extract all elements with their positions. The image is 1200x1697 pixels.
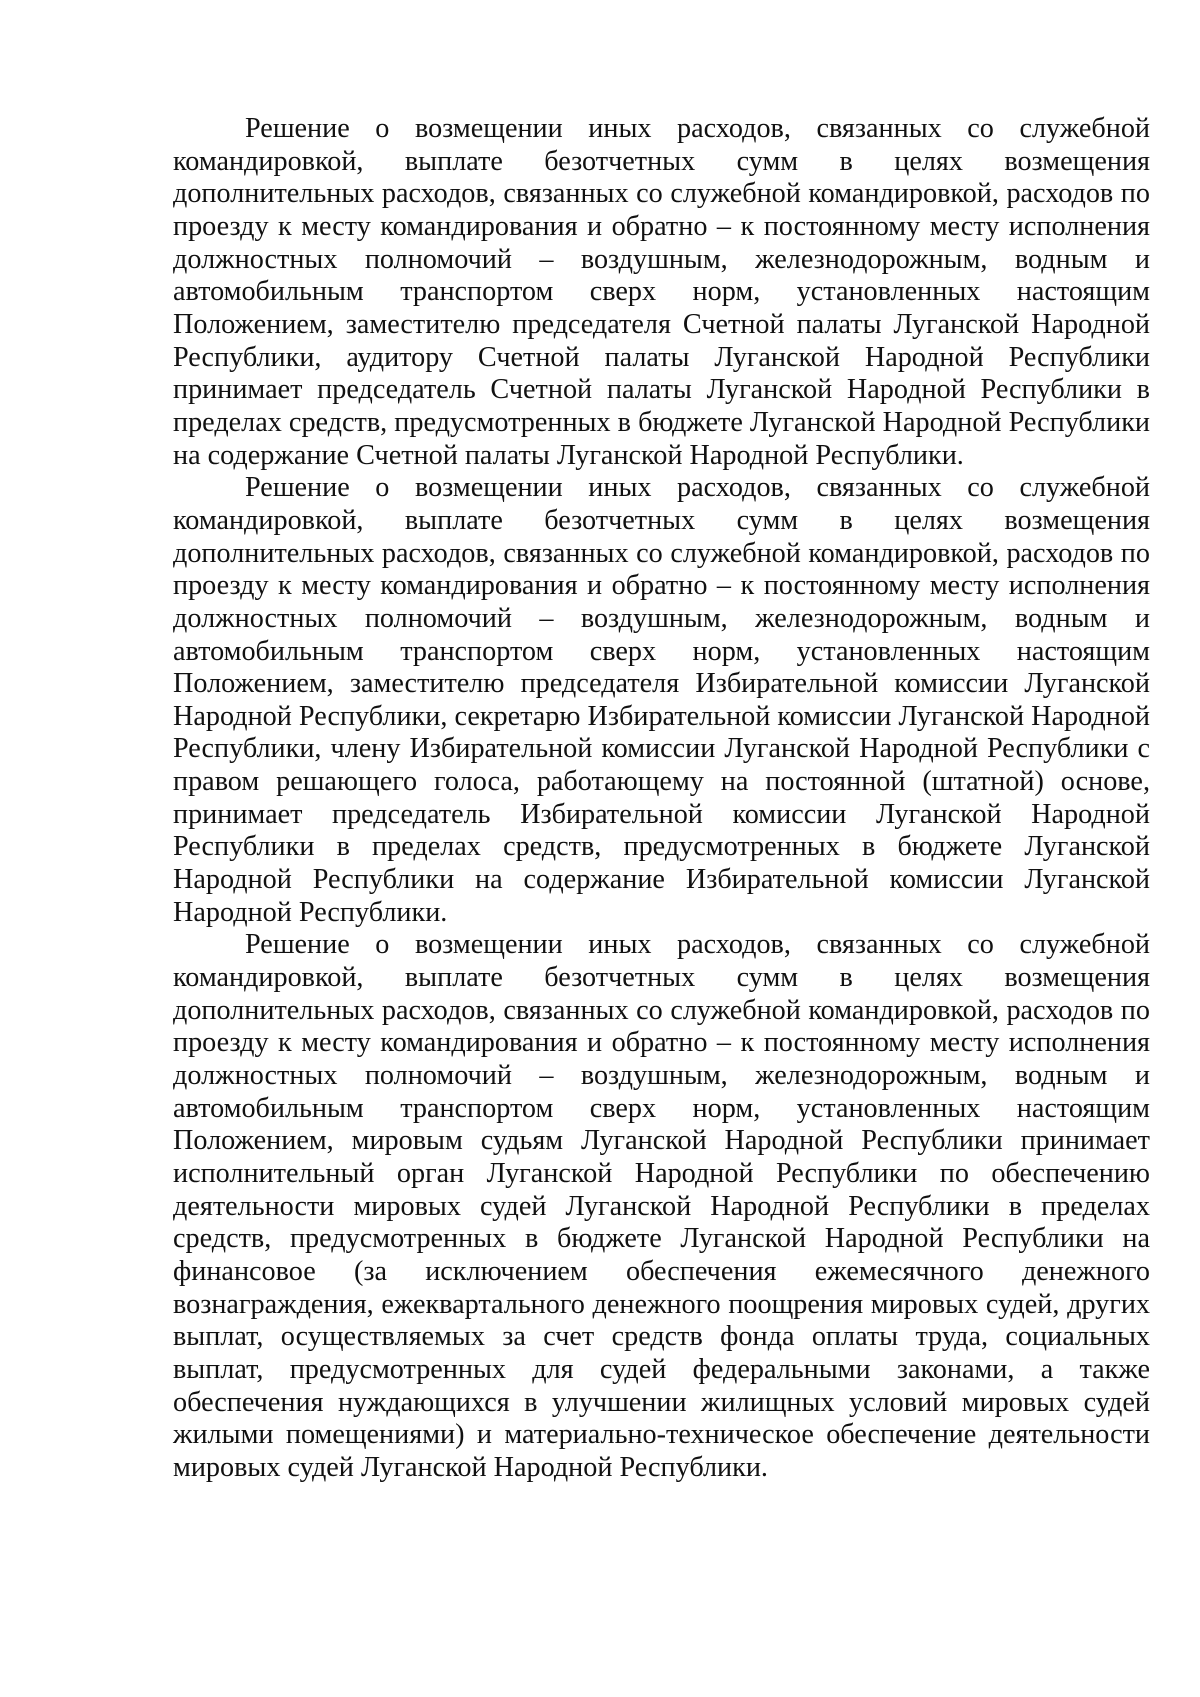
paragraph-2: Решение о возмещении иных расходов, связанных со служебной командировкой, выплате безотчетных сумм в целях возмещения дополнительных расходов, связанных со служебной командировкой, расходов по проезду к месту командирования и обратно – к постоянному месту исполнения должностных полномочий – воздушным, железнодорожным, водным и автомобильным транспортом сверх норм, установленных настоящим Положением, заместителю председателя Избирательной комиссии Луганской Народной Республики, секретарю Избирательной комиссии Луганской Народной Республики, члену Избирательной комиссии Луганской Народной Республики с правом решающего голоса, работающему на постоянной (штатной) основе, принимает председатель Избирательной комиссии Луганской Народной Республики в пределах средств, предусмотренных в бюджете Луганской Народной Республики на содержание Избирательной комиссии Луганской Народной Республики. (173, 472, 1150, 928)
paragraph-3: Решение о возмещении иных расходов, связанных со служебной командировкой, выплате безотчетных сумм в целях возмещения дополнительных расходов, связанных со служебной командировкой, расходов по проезду к месту командирования и обратно – к постоянному месту исполнения должностных полномочий – воздушным, железнодорожным, водным и автомобильным транспортом сверх норм, установленных настоящим Положением, мировым судьям Луганской Народной Республики принимает исполнительный орган Луганской Народной Республики по обеспечению деятельности мировых судей Луганской Народной Республики в пределах средств, предусмотренных в бюджете Луганской Народной Республики на финансовое (за исключением обеспечения ежемесячного денежного вознаграждения, ежеквартального денежного поощрения мировых судей, других выплат, осуществляемых за счет средств фонда оплаты труда, социальных выплат, предусмотренных для судей федеральными законами, а также обеспечения нуждающихся в улучшении жилищных условий мировых судей жилыми помещениями) и материально-техническое обеспечение деятельности мировых судей Луганской Народной Республики. (173, 929, 1150, 1483)
paragraph-1: Решение о возмещении иных расходов, связанных со служебной командировкой, выплате безотчетных сумм в целях возмещения дополнительных расходов, связанных со служебной командировкой, расходов по проезду к месту командирования и обратно – к постоянному месту исполнения должностных полномочий – воздушным, железнодорожным, водным и автомобильным транспортом сверх норм, установленных настоящим Положением, заместителю председателя Счетной палаты Луганской Народной Республики, аудитору Счетной палаты Луганской Народной Республики принимает председатель Счетной палаты Луганской Народной Республики в пределах средств, предусмотренных в бюджете Луганской Народной Республики на содержание Счетной палаты Луганской Народной Республики. (173, 113, 1150, 471)
document-body (173, 113, 1150, 1485)
